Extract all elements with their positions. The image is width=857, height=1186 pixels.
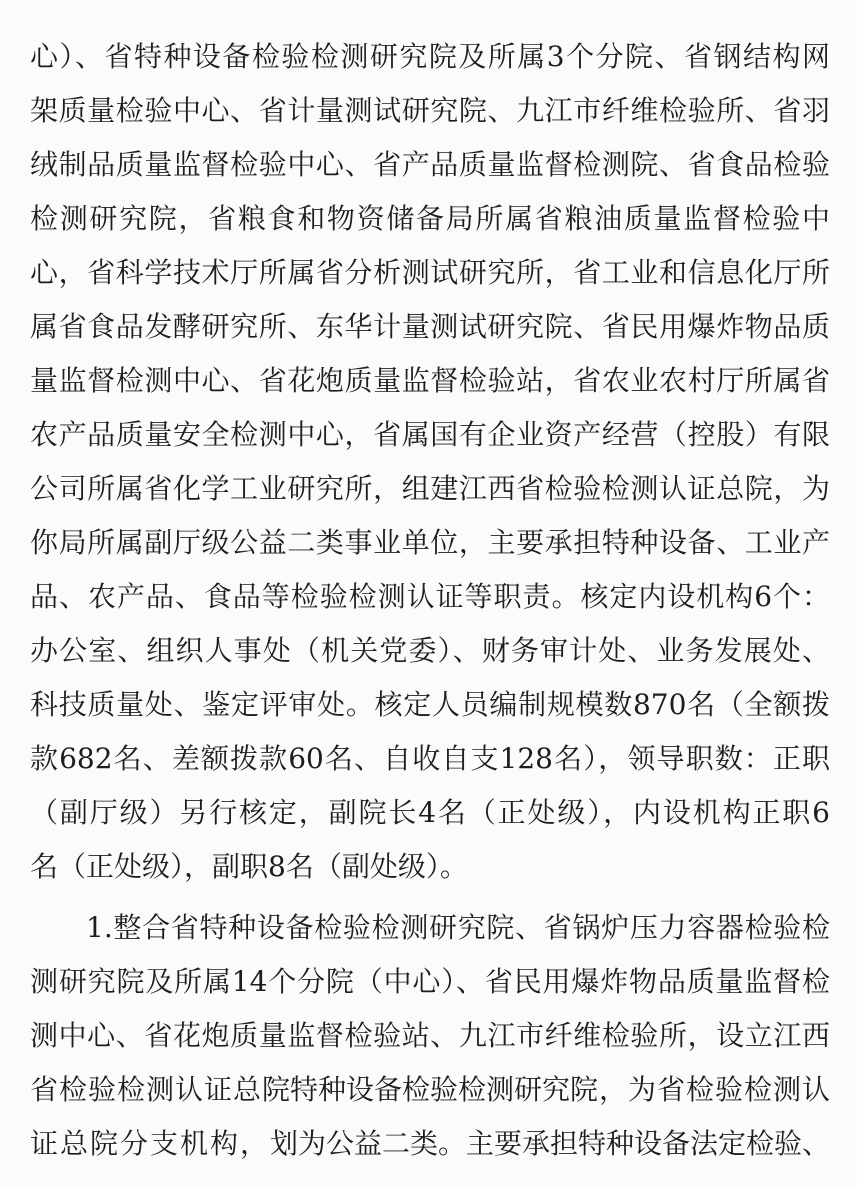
text-line-21-start: 证总院分支机构， xyxy=(30,1127,270,1160)
text-line-6: 属省食品发酵研究所、东华计量测试研究院、省民用爆炸物品质 xyxy=(30,310,830,343)
text-line-15: （副厅级）另行核定，副院长4名（正处级），内设机构正职6 xyxy=(30,796,830,829)
text-line-7: 量监督检测中心、省花炮质量监督检验站，省农业农村厅所属省 xyxy=(30,364,830,397)
text-line-5: 心，省科学技术厅所属省分析测试研究所，省工业和信息化厅所 xyxy=(30,256,830,289)
text-line-4: 检测研究院，省粮食和物资储备局所属省粮油质量监督检验中 xyxy=(30,202,830,235)
text-line-17: 1.整合省特种设备检验检测研究院、省锅炉压力容器检验检 xyxy=(86,911,830,944)
text-line-13: 科技质量处、鉴定评审处。核定人员编制规模数870名（全额拨 xyxy=(30,688,830,721)
text-line-3: 绒制品质量监督检验中心、省产品质量监督检测院、省食品检验 xyxy=(30,148,830,181)
text-line-9: 公司所属省化学工业研究所，组建江西省检验检测认证总院，为 xyxy=(30,472,830,505)
text-line-2: 架质量检验中心、省计量测试研究院、九江市纤维检验所、省羽 xyxy=(30,94,830,127)
text-line-18: 测研究院及所属14个分院（中心）、省民用爆炸物品质量监督检 xyxy=(30,965,830,998)
text-line-8: 农产品质量安全检测中心，省属国有企业资产经营（控股）有限 xyxy=(30,418,830,451)
text-line-1: 心）、省特种设备检验检测研究院及所属3个分院、省钢结构网 xyxy=(30,40,830,73)
text-line-14: 款682名、差额拨款60名、自收自支128名），领导职数：正职 xyxy=(30,742,830,775)
text-line-20-start: 省检验检测认证总 xyxy=(30,1073,262,1106)
text-line-10: 你局所属副厅级公益二类事业单位，主要承担特种设备、工业产 xyxy=(30,526,830,559)
text-line-21 xyxy=(30,1124,830,1164)
underlined-phrase-1: 院特种设备检验检测研究院 xyxy=(262,1070,598,1110)
text-line-20-end: ，为省检验检测认 xyxy=(598,1073,830,1106)
underlined-phrase-2: 划为公益二类。主要承担特种设备法定检验、 xyxy=(270,1124,830,1164)
text-line-11: 品、农产品、食品等检验检测认证等职责。核定内设机构6个： xyxy=(30,580,830,613)
text-line-20 xyxy=(30,1070,830,1110)
text-line-16: 名（正处级），副职8名（副处级）。 xyxy=(30,850,468,883)
text-line-12: 办公室、组织人事处（机关党委）、财务审计处、业务发展处、 xyxy=(30,634,830,667)
text-line-19: 测中心、省花炮质量监督检验站、九江市纤维检验所，设立江西 xyxy=(30,1019,830,1052)
